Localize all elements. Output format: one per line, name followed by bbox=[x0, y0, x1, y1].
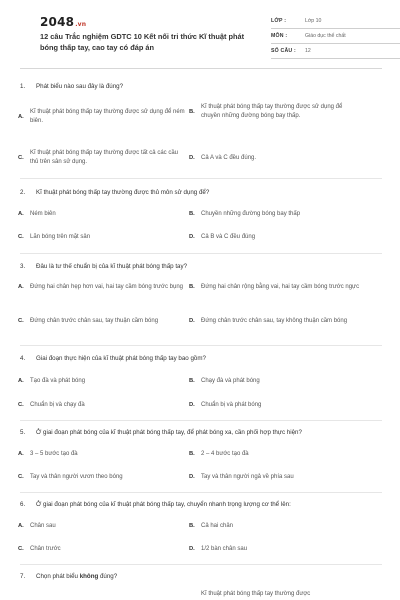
meta-row-count bbox=[271, 44, 400, 59]
option-text: Kĩ thuật phát bóng thấp tay thường được bbox=[201, 591, 311, 597]
option-6a[interactable] bbox=[18, 522, 186, 531]
option-text: Lăn bóng trên mặt sân bbox=[30, 234, 91, 240]
question-1 bbox=[20, 82, 382, 91]
divider bbox=[20, 253, 382, 254]
option-letter: C. bbox=[18, 154, 24, 161]
meta-key: SỐ CÂU : bbox=[271, 48, 296, 54]
option-letter: B. bbox=[189, 108, 195, 115]
option-6d[interactable] bbox=[189, 545, 361, 554]
option-letter: B. bbox=[189, 451, 195, 457]
site-logo[interactable] bbox=[40, 15, 86, 29]
option-5c[interactable] bbox=[18, 473, 186, 482]
logo-text: 2048 bbox=[40, 15, 75, 29]
divider bbox=[20, 420, 382, 421]
question-text: Đâu là tư thế chuẩn bị của kĩ thuật phát bóng thấp tay? bbox=[36, 263, 188, 270]
option-6c[interactable] bbox=[18, 545, 186, 554]
option-letter: D. bbox=[189, 546, 195, 552]
option-5a[interactable] bbox=[18, 450, 186, 459]
option-4a[interactable] bbox=[18, 377, 186, 386]
option-2d[interactable] bbox=[189, 233, 361, 242]
option-text: Kĩ thuật phát bóng thấp tay thường được tất cả các cầu thủ trên sân sử dụng. bbox=[30, 150, 178, 165]
option-text: Đứng chân trước chân sau, tay thuận cầm bóng bbox=[30, 318, 159, 324]
meta-value: Lớp 10 bbox=[305, 18, 322, 24]
meta-value: 12 bbox=[305, 48, 311, 54]
divider bbox=[20, 492, 382, 493]
question-text: Ở giai đoạn phát bóng của kĩ thuật phát bóng thấp tay, chuyển nhanh trọng lượng cơ thể lên: bbox=[36, 501, 291, 508]
question-text: Phát biểu nào sau đây là đúng? bbox=[36, 83, 124, 90]
option-3a[interactable] bbox=[18, 283, 186, 292]
option-5d[interactable] bbox=[189, 473, 361, 482]
meta-key: MÔN : bbox=[271, 33, 288, 39]
option-7b-partial[interactable] bbox=[189, 590, 361, 599]
question-number: 3. bbox=[20, 263, 26, 270]
page-header bbox=[20, 0, 382, 68]
option-2a[interactable] bbox=[18, 210, 186, 219]
question-text bbox=[36, 572, 117, 581]
option-text: Tay và thân người ngả về phía sau bbox=[201, 474, 294, 480]
question-number: 4. bbox=[20, 355, 26, 362]
option-1d[interactable] bbox=[189, 154, 361, 163]
option-letter: A. bbox=[18, 284, 24, 290]
option-3b[interactable] bbox=[189, 283, 361, 292]
header-divider bbox=[20, 68, 382, 69]
question-number: 2. bbox=[20, 189, 26, 196]
option-text: Kĩ thuật phát bóng thấp tay thường được sử dụng để ném biên. bbox=[30, 109, 185, 124]
option-text: Đứng hai chân hẹp hơn vai, hai tay cầm bóng trước bụng bbox=[30, 284, 183, 290]
meta-row-class bbox=[271, 14, 400, 29]
option-letter: A. bbox=[18, 113, 24, 120]
option-letter: D. bbox=[189, 234, 195, 240]
option-letter: D. bbox=[189, 155, 195, 161]
option-text: Đứng chân trước chân sau, tay không thuận cầm bóng bbox=[201, 318, 348, 324]
option-text: Cả B và C đều đúng bbox=[201, 234, 256, 240]
page-title: 12 câu Trắc nghiệm GDTC 10 Kết nối tri thức Kĩ thuật phát bóng thấp tay, cao tay có đáp án bbox=[40, 32, 245, 52]
option-letter: A. bbox=[18, 211, 24, 217]
option-letter: C. bbox=[18, 402, 24, 408]
option-letter: C. bbox=[18, 318, 24, 324]
option-letter: A. bbox=[18, 523, 24, 529]
option-1c[interactable] bbox=[18, 149, 186, 167]
option-text: Cả hai chân bbox=[201, 523, 234, 529]
question-text: Giai đoạn thực hiện của kĩ thuật phát bóng thấp tay bao gồm? bbox=[36, 355, 206, 362]
question-number: 6. bbox=[20, 501, 26, 508]
question-6 bbox=[20, 500, 382, 509]
option-letter: B. bbox=[189, 523, 195, 529]
option-letter: C. bbox=[18, 234, 24, 240]
option-letter: D. bbox=[189, 474, 195, 480]
option-letter: B. bbox=[189, 211, 195, 217]
option-letter: B. bbox=[189, 284, 195, 290]
meta-key: LỚP : bbox=[271, 18, 287, 24]
option-text: Chuyền những đường bóng bay thấp bbox=[201, 211, 301, 217]
meta-info bbox=[271, 14, 400, 59]
question-text: Kĩ thuật phát bóng thấp tay thường được thủ môn sử dụng để? bbox=[36, 189, 210, 196]
option-letter: D. bbox=[189, 318, 195, 324]
option-4d[interactable] bbox=[189, 401, 361, 410]
option-4c[interactable] bbox=[18, 401, 186, 410]
question-text-part: đúng? bbox=[98, 573, 118, 580]
logo-suffix: .vn bbox=[75, 21, 87, 28]
divider bbox=[20, 178, 382, 179]
question-text-emphasis: không bbox=[79, 573, 99, 580]
option-3c[interactable] bbox=[18, 317, 186, 326]
divider bbox=[20, 564, 382, 565]
meta-value: Giáo dục thể chất bbox=[305, 33, 346, 39]
option-text: 1/2 bàn chân sau bbox=[201, 546, 248, 552]
question-text-part: Chọn phát biểu bbox=[36, 573, 80, 580]
question-number: 5. bbox=[20, 429, 26, 436]
option-6b[interactable] bbox=[189, 522, 361, 531]
question-4 bbox=[20, 354, 382, 363]
option-text: Chạy đà và phát bóng bbox=[201, 378, 260, 384]
option-text: Ném biên bbox=[30, 211, 56, 217]
question-2 bbox=[20, 188, 382, 197]
option-2b[interactable] bbox=[189, 210, 361, 219]
option-text: Kĩ thuật phát bóng thấp tay thường được sử dụng để chuyền những đường bóng bay thấp. bbox=[201, 104, 343, 119]
option-text: Tạo đà và phát bóng bbox=[30, 378, 86, 384]
question-number: 1. bbox=[20, 83, 26, 90]
option-text: Chân trước bbox=[30, 546, 61, 552]
option-text: 2 – 4 bước tạo đà bbox=[201, 451, 249, 457]
option-text: Chân sau bbox=[30, 523, 56, 529]
option-1a[interactable] bbox=[18, 108, 186, 126]
option-2c[interactable] bbox=[18, 233, 186, 242]
option-text: Tay và thân người vươn theo bóng bbox=[30, 474, 123, 480]
option-letter: A. bbox=[18, 451, 24, 457]
question-text: Ở giai đoạn phát bóng của kĩ thuật phát bóng thấp tay, để phát bóng xa, cần phối hợp thực hiện? bbox=[36, 429, 302, 436]
question-number: 7. bbox=[20, 573, 26, 580]
option-letter: A. bbox=[18, 378, 24, 384]
question-3 bbox=[20, 262, 382, 271]
option-text: 3 – 5 bước tạo đà bbox=[30, 451, 78, 457]
option-text: Chuẩn bị và chạy đà bbox=[30, 402, 85, 408]
option-letter: C. bbox=[18, 474, 24, 480]
question-5 bbox=[20, 428, 382, 437]
divider bbox=[20, 345, 382, 346]
option-1b[interactable] bbox=[189, 103, 361, 121]
meta-row-subject bbox=[271, 29, 400, 44]
option-letter: B. bbox=[189, 378, 195, 384]
option-letter: C. bbox=[18, 546, 24, 552]
question-7 bbox=[20, 572, 382, 581]
option-letter: D. bbox=[189, 402, 195, 408]
option-text: Đứng hai chân rộng bằng vai, hai tay cầm bóng trước ngực bbox=[201, 284, 360, 290]
option-text: Chuẩn bị và phát bóng bbox=[201, 402, 262, 408]
option-text: Cả A và C đều đúng. bbox=[201, 155, 257, 161]
option-5b[interactable] bbox=[189, 450, 361, 459]
option-4b[interactable] bbox=[189, 377, 361, 386]
option-3d[interactable] bbox=[189, 317, 361, 326]
